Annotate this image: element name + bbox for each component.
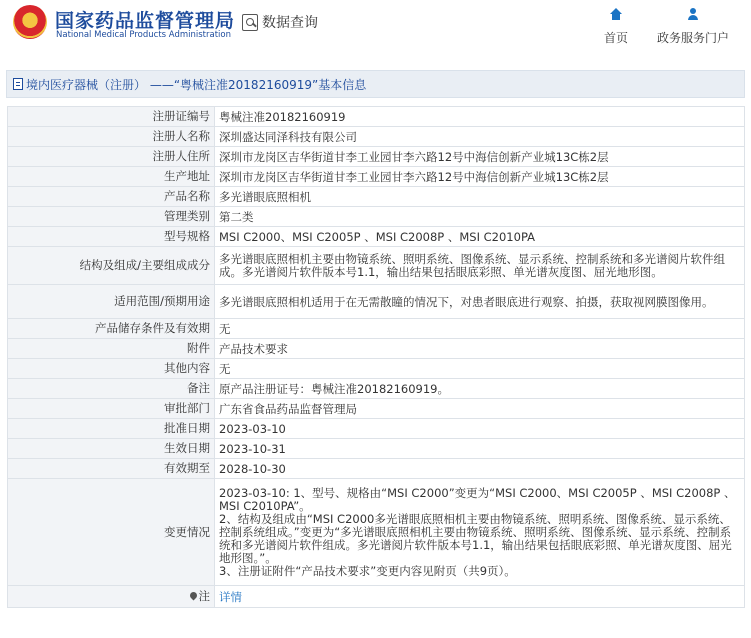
- row-value: 深圳市龙岗区吉华街道甘李工业园甘李六路12号中海信创新产业城13C栋2层: [215, 147, 745, 167]
- nav-service-label: 政务服务门户: [657, 31, 730, 45]
- table-row: [8, 167, 745, 187]
- change-line-2: 2、结构及组成由“MSI C2000多光谱眼底照相机主要由物镜系统、照明系统、图像系统、显示系统、控制系统组成。”变更为“多光谱眼底照相机主要由物镜系统、照明系统、图像系统、显示系统、控制系统和多光谱阅片软件组成。多光谱阅片软件版本号1.1，输出结果包括眼底彩照、单光谱灰度图、屈光地形图。”。: [219, 512, 732, 565]
- row-label: 注册人名称: [8, 127, 215, 147]
- row-label: 备注: [8, 379, 215, 399]
- row-label: 注册证编号: [8, 107, 215, 127]
- row-label: 变更情况: [8, 479, 215, 586]
- site-title[interactable]: 国家药品监督管理局: [55, 10, 236, 32]
- row-value: 原产品注册证号：粤械注准20182160919。: [215, 379, 745, 399]
- registration-info-table: [7, 106, 745, 608]
- row-value: 无: [215, 359, 745, 379]
- row-value: 2023-10-31: [215, 439, 745, 459]
- table-row: [8, 339, 745, 359]
- row-label: 生产地址: [8, 167, 215, 187]
- row-value: 产品技术要求: [215, 339, 745, 359]
- search-document-icon: [242, 14, 258, 31]
- note-label: 注: [198, 589, 210, 603]
- row-value: 多光谱眼底照相机: [215, 187, 745, 207]
- site-subtitle: National Medical Products Administration: [56, 30, 231, 40]
- data-query-link[interactable]: [242, 12, 318, 32]
- row-value: 2023-03-10: [215, 419, 745, 439]
- row-value: 深圳盛达同泽科技有限公司: [215, 127, 745, 147]
- table-row: [8, 227, 745, 247]
- table-row: [8, 127, 745, 147]
- row-value: 广东省食品药品监督管理局: [215, 399, 745, 419]
- details-link[interactable]: 详情: [219, 589, 242, 604]
- nav-home[interactable]: [604, 8, 628, 46]
- row-label: 审批部门: [8, 399, 215, 419]
- table-row: [8, 439, 745, 459]
- change-line-1: 2023-03-10: 1、型号、规格由“MSI C2000”变更为“MSI C2000、MSI C2005P 、MSI C2008P 、MSI C2010PA”。: [219, 486, 736, 513]
- row-label: 结构及组成/主要组成成分: [8, 247, 215, 285]
- table-row: [8, 107, 745, 127]
- row-label: 生效日期: [8, 439, 215, 459]
- table-row: [8, 247, 745, 285]
- row-label: 附件: [8, 339, 215, 359]
- table-row: [8, 147, 745, 167]
- row-value: 第二类: [215, 207, 745, 227]
- row-label: 其他内容: [8, 359, 215, 379]
- nav-home-label: 首页: [604, 31, 629, 45]
- table-row: [8, 399, 745, 419]
- row-label: 型号规格: [8, 227, 215, 247]
- user-icon: [686, 8, 700, 22]
- note-value-cell: [215, 586, 745, 608]
- row-label: 产品储存条件及有效期: [8, 319, 215, 339]
- data-query-label: 数据查询: [262, 15, 318, 31]
- row-label: 适用范围/预期用途: [8, 285, 215, 319]
- row-value: 无: [215, 319, 745, 339]
- row-label: 产品名称: [8, 187, 215, 207]
- document-icon: [13, 78, 23, 90]
- table-row: [8, 459, 745, 479]
- row-label: 管理类别: [8, 207, 215, 227]
- table-row: [8, 319, 745, 339]
- table-row: [8, 285, 745, 319]
- table-row: [8, 359, 745, 379]
- row-label: 有效期至: [8, 459, 215, 479]
- row-label: 批准日期: [8, 419, 215, 439]
- table-row: [8, 187, 745, 207]
- table-row-change: [8, 479, 745, 586]
- row-label: 注册人住所: [8, 147, 215, 167]
- change-line-3: 3、注册证附件“产品技术要求”变更内容见附页（共9页）。: [219, 564, 516, 578]
- national-emblem-logo[interactable]: [13, 5, 47, 39]
- row-value: 深圳市龙岗区吉华街道甘李工业园甘李六路12号中海信创新产业城13C栋2层: [215, 167, 745, 187]
- breadcrumb-text: 境内医疗器械（注册） ——“粤械注准20182160919”基本信息: [26, 77, 367, 92]
- site-header: [0, 0, 751, 56]
- row-value: 多光谱眼底照相机适用于在无需散瞳的情况下，对患者眼底进行观察、拍摄，获取视网膜图像用。: [215, 285, 745, 319]
- nav-service-portal[interactable]: [657, 8, 729, 46]
- row-value: MSI C2000、MSI C2005P 、MSI C2008P 、MSI C2010PA: [215, 227, 745, 247]
- breadcrumb: [6, 70, 745, 98]
- table-row: [8, 419, 745, 439]
- table-row: [8, 379, 745, 399]
- note-label-cell: [8, 586, 215, 608]
- change-history: [215, 479, 745, 586]
- table-row-note: [8, 586, 745, 608]
- home-icon: [609, 8, 623, 22]
- row-value: 多光谱眼底照相机主要由物镜系统、照明系统、图像系统、显示系统、控制系统和多光谱阅片软件组成。多光谱阅片软件版本号1.1，输出结果包括眼底彩照、单光谱灰度图、屈光地形图。: [215, 247, 745, 285]
- row-value: 粤械注准20182160919: [215, 107, 745, 127]
- row-value: 2028-10-30: [215, 459, 745, 479]
- table-row: [8, 207, 745, 227]
- pin-icon: [190, 592, 197, 601]
